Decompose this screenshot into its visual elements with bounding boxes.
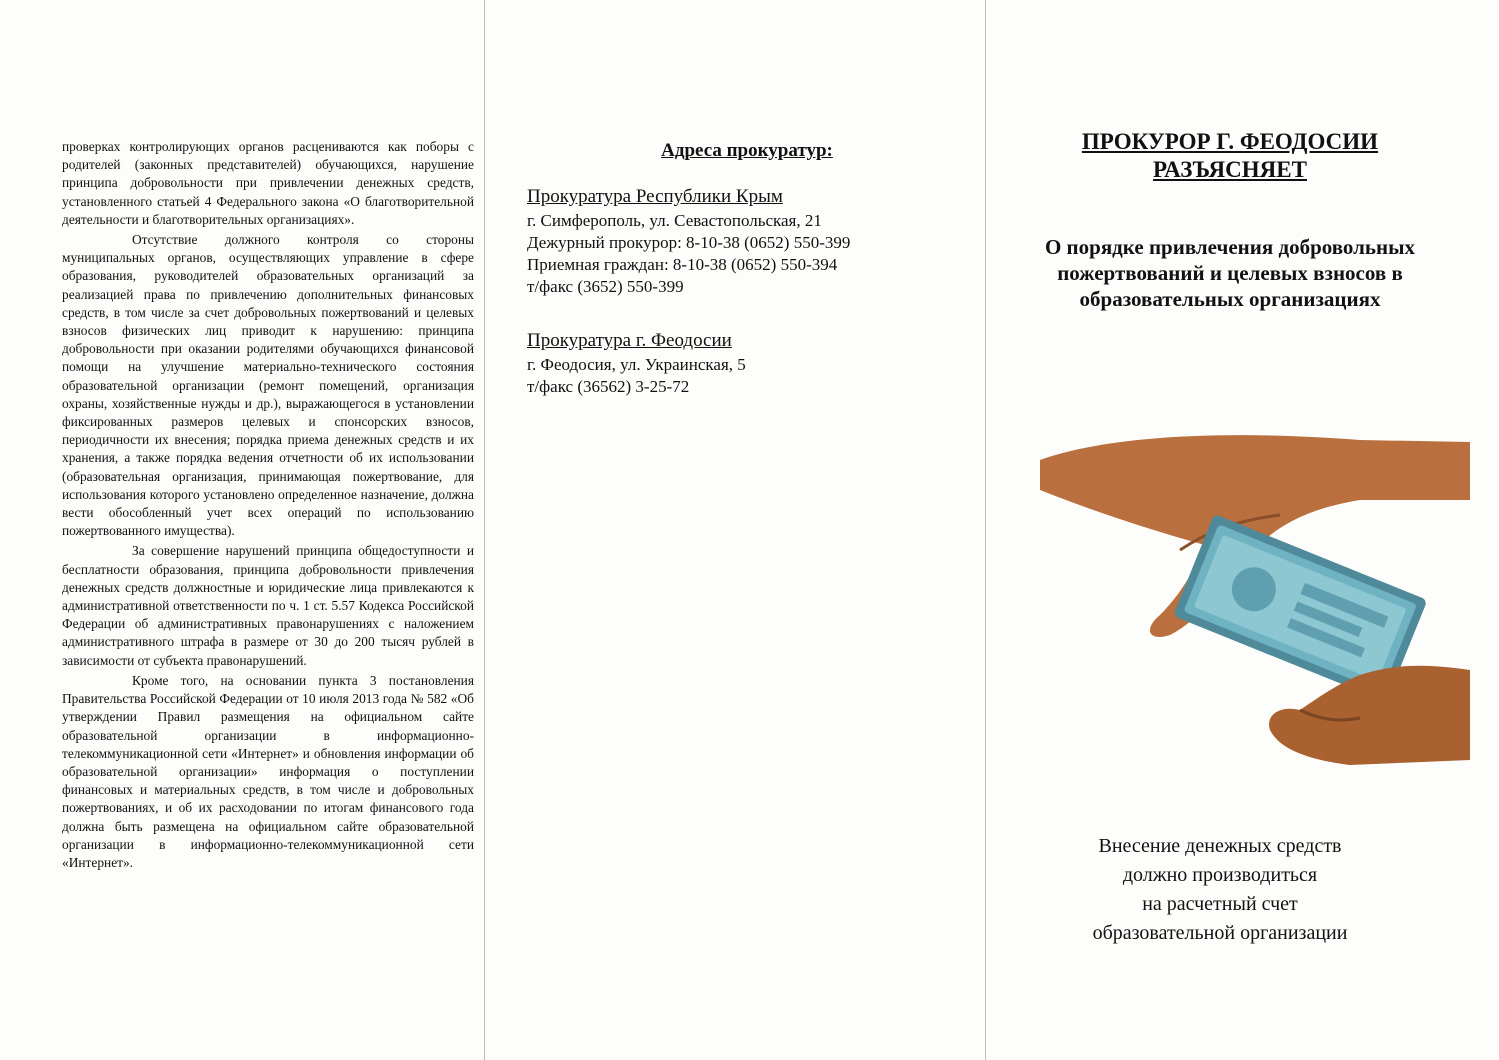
prosecutor-title: ПРОКУРОР Г. ФЕОДОСИИ: [1081, 129, 1379, 154]
office-reception-phone: Приемная граждан: 8-10-38 (0652) 550-394: [527, 255, 838, 274]
payment-notice: [1010, 832, 1430, 948]
notice-line: образовательной организации: [1092, 922, 1348, 944]
addresses-heading: Адреса прокуратур:: [661, 140, 833, 161]
middle-panel: [527, 140, 947, 430]
explains-title: РАЗЪЯСНЯЕТ: [1153, 157, 1307, 182]
subject-title: О порядке привлечения добровольных пожертвований и целевых взносов в образовательных организациях: [1044, 235, 1416, 311]
office-crimea: [527, 186, 947, 298]
notice-line: Внесение денежных средств: [1098, 835, 1342, 857]
notice-line: на расчетный счет: [1142, 893, 1298, 915]
fold-line-left: [484, 0, 485, 1060]
paragraph-liability: За совершение нарушений принципа общедоступности и бесплатности образования, принципа добровольности привлечения денежных средств должностные и юридические лица привлекаются к административной ответственности по ч. 1 ст. 5.57 Кодекса Российской Федерации об административных правонарушениях с наложением административного штрафа в размере от 30 до 200 тысяч рублей в зависимости от субъекта правонарушений.: [62, 543, 474, 668]
paragraph-website-info: Кроме того, на основании пункта 3 постановления Правительства Российской Федерации от 10 июля 2013 года № 582 «Об утверждении Правил размещения на официальном сайте образовательной организации в информационно-телекоммуникационной сети «Интернет» и обновления информации об образовательной организации» информация о поступлении финансовых и материальных средств, в том числе и добровольных пожертвованиях, и об их расходовании по итогам финансового года должна быть размещена на официальном сайте образовательной организации в информационно-телекоммуникационной сети «Интернет».: [62, 672, 474, 870]
fold-line-right: [985, 0, 986, 1060]
office-address: г. Феодосия, ул. Украинская, 5: [527, 355, 746, 374]
paragraph-lack-of-control: Отсутствие должного контроля со стороны муниципальных органов, осуществляющих управление в сфере образования, руководителей образовательных организаций за реализацией права по привлечению дополнительных финансовых средств, в том числе за счет добровольных пожертвований и целевых взносов физических лиц приводит к нарушению: принципа добровольности при оказании родителями обучающихся финансовой помощи на улучшение материально-технического состояния образовательной организации (ремонт помещений, организация охраны, хозяйственные нужды и др.), выражающегося в установлении фиксированных размеров целевых и спонсорских взносов, периодичности их внесения; порядка приема денежных средств и их хранения, а также порядка ведения отчетности об их использовании (образовательная организация, принимающая пожертвование, для использования которого установлено определенное назначение, должна вести обособленный учет всех операций по использованию пожертвованного имущества).: [62, 232, 474, 539]
office-duty-phone: Дежурный прокурор: 8-10-38 (0652) 550-399: [527, 233, 851, 252]
office-fax: т/факс (3652) 550-399: [527, 277, 684, 296]
paragraph-inspections: проверках контролирующих органов расцениваются как поборы с родителей (законных представителей) обучающихся, нарушение принципа добровольности при привлечении денежных средств, установленного статьей 4 Федерального закона «О благотворительной деятельности и благотворительных организациях».: [62, 139, 474, 227]
right-panel: [1000, 128, 1460, 312]
hands-passing-money-icon: [1030, 430, 1480, 770]
office-name: Прокуратура Республики Крым: [527, 186, 783, 207]
office-fax: т/факс (36562) 3-25-72: [527, 377, 690, 396]
office-feodosia: [527, 330, 947, 398]
left-panel: [62, 138, 474, 872]
notice-line: должно производиться: [1122, 864, 1318, 886]
office-name: Прокуратура г. Феодосии: [527, 330, 732, 351]
office-address: г. Симферополь, ул. Севастопольская, 21: [527, 211, 822, 230]
